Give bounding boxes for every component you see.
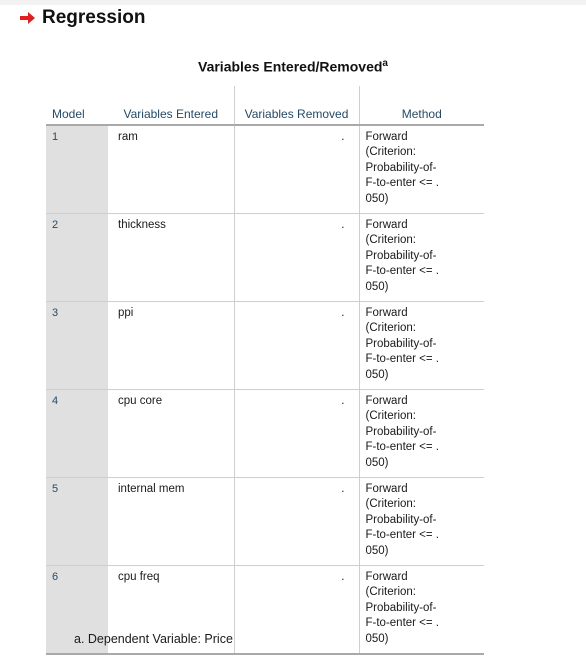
cell-model: 1	[46, 125, 108, 214]
cell-removed: .	[234, 214, 359, 302]
header-entered: Variables Entered	[108, 86, 234, 125]
top-strip	[0, 0, 586, 5]
table-title-text: Variables Entered/Removed	[198, 58, 383, 75]
cell-model: 3	[46, 302, 108, 390]
cell-removed: .	[234, 478, 359, 566]
cell-method: Forward (Criterion: Probability-of- F-to-enter <= . 050)	[359, 214, 484, 302]
table-footnote: a. Dependent Variable: Price	[74, 632, 233, 646]
header-method: Method	[359, 86, 484, 125]
cell-method: Forward (Criterion: Probability-of- F-to-enter <= . 050)	[359, 125, 484, 214]
cell-entered: thickness	[108, 214, 234, 302]
cell-method: Forward (Criterion: Probability-of- F-to-enter <= . 050)	[359, 390, 484, 478]
table-row	[46, 125, 484, 214]
cell-removed: .	[234, 125, 359, 214]
variables-table	[46, 86, 484, 655]
cell-model: 2	[46, 214, 108, 302]
cell-entered: cpu core	[108, 390, 234, 478]
cell-method: Forward (Criterion: Probability-of- F-to-enter <= . 050)	[359, 478, 484, 566]
cell-entered: internal mem	[108, 478, 234, 566]
header-row	[46, 86, 484, 125]
table-row	[46, 214, 484, 302]
cell-method: Forward (Criterion: Probability-of- F-to-enter <= . 050)	[359, 566, 484, 655]
cell-removed: .	[234, 302, 359, 390]
table-title	[0, 58, 586, 75]
cell-entered: cpu freq	[108, 566, 234, 655]
cell-removed: .	[234, 566, 359, 655]
cell-removed: .	[234, 390, 359, 478]
table-row	[46, 478, 484, 566]
table-row	[46, 302, 484, 390]
section-heading[interactable]	[20, 6, 145, 30]
table-row	[46, 390, 484, 478]
arrow-right-icon	[20, 11, 36, 25]
cell-method: Forward (Criterion: Probability-of- F-to-enter <= . 050)	[359, 302, 484, 390]
cell-entered: ram	[108, 125, 234, 214]
header-removed: Variables Removed	[234, 86, 359, 125]
section-title: Regression	[42, 7, 146, 28]
table-title-footnote-marker: a	[382, 58, 388, 69]
cell-entered: ppi	[108, 302, 234, 390]
cell-model: 5	[46, 478, 108, 566]
header-model: Model	[46, 86, 108, 125]
cell-model: 6	[46, 566, 108, 655]
cell-model: 4	[46, 390, 108, 478]
